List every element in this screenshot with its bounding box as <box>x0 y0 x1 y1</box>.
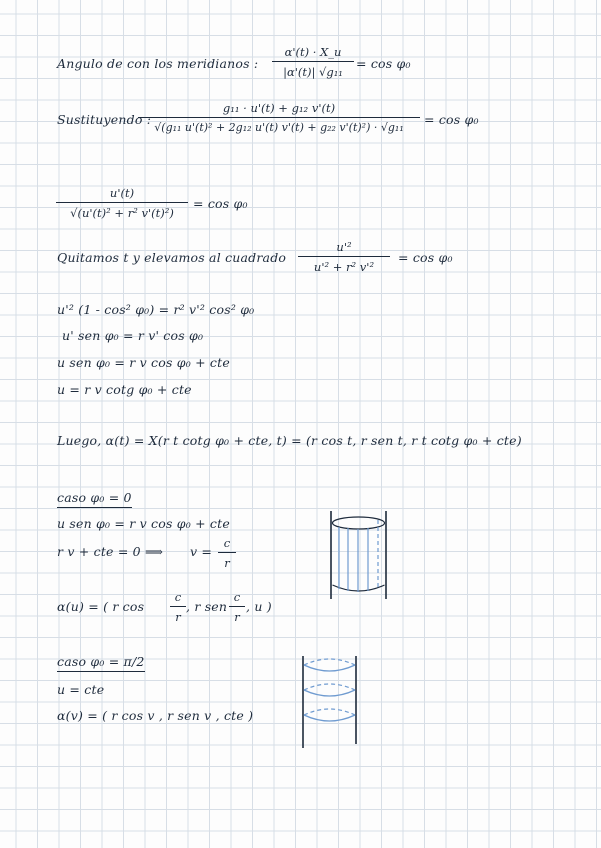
simple-eq-rhs: = cos φ₀ <box>193 196 248 211</box>
subst-eq-fraction <box>138 101 420 134</box>
case1-alpha-fraction-1 <box>170 590 186 624</box>
cylinder-meridians-drawing <box>325 505 395 605</box>
case1-result-numerator: c <box>223 536 231 550</box>
case2-line-2: α(v) = ( r cos v , r sen v , cte ) <box>57 708 254 723</box>
simple-eq-numerator: u'(t) <box>109 186 135 200</box>
step-line-2: u' sen φ₀ = r v' cos φ₀ <box>62 328 204 343</box>
subst-eq-denominator: √(g₁₁ u'(t)² + 2g₁₂ u'(t) v'(t) + g₂₂ v'(t)²) · √g₁₁ <box>154 121 404 134</box>
angle-eq-denominator: |α'(t)| √g₁₁ <box>283 65 343 79</box>
case2-title-text: caso φ₀ = π/2 <box>57 654 145 672</box>
case1-alpha-part-a: α(u) = ( r cos <box>57 599 145 614</box>
subst-eq-numerator: g₁₁ · u'(t) + g₁₂ v'(t) <box>222 101 336 115</box>
square-eq-rhs: = cos φ₀ <box>398 250 453 265</box>
subst-eq-label: Sustituyendo : <box>57 112 152 127</box>
case1-alpha-num-2: c <box>233 590 241 604</box>
case1-line-1: u sen φ₀ = r v cos φ₀ + cte <box>57 516 230 531</box>
cylinder-parallels-drawing <box>297 652 367 752</box>
case1-alpha-den-2: r <box>234 610 240 624</box>
case1-alpha-part-b: , r sen <box>186 599 228 614</box>
case2-line-1: u = cte <box>57 682 105 697</box>
subst-eq-rhs: = cos φ₀ <box>424 112 479 127</box>
luego-line: Luego, α(t) = X(r t cotg φ₀ + cte, t) = (r cos t, r sen t, r t cotg φ₀ + cte) <box>57 433 522 448</box>
case1-alpha-fraction-2 <box>229 590 245 624</box>
step-line-1: u'² (1 - cos² φ₀) = r² v'² cos² φ₀ <box>57 302 255 317</box>
simple-eq-fraction <box>56 186 188 220</box>
angle-eq-fraction <box>272 45 354 79</box>
case1-result-denominator: r <box>224 556 230 570</box>
step-line-3: u sen φ₀ = r v cos φ₀ + cte <box>57 355 230 370</box>
step-line-4: u = r v cotg φ₀ + cte <box>57 382 192 397</box>
case1-alpha-den-1: r <box>175 610 181 624</box>
case2-title <box>57 654 145 669</box>
case1-title-text: caso φ₀ = 0 <box>57 490 132 508</box>
square-eq-fraction <box>298 240 390 274</box>
angle-eq-label: Angulo de con los meridianos : <box>57 56 259 71</box>
angle-eq-numerator: α'(t) · X_u <box>284 45 342 59</box>
case1-alpha-num-1: c <box>174 590 182 604</box>
square-eq-label: Quitamos t y elevamos al cuadrado <box>57 250 287 265</box>
square-eq-numerator: u'² <box>336 240 352 254</box>
simple-eq-denominator: √(u'(t)² + r² v'(t)²) <box>70 206 174 220</box>
angle-eq-rhs: = cos φ₀ <box>356 56 411 71</box>
case1-title <box>57 490 132 505</box>
case1-alpha-part-c: , u ) <box>246 599 272 614</box>
case1-result-lhs: v = <box>190 544 213 559</box>
case1-line-2: r v + cte = 0 ⟹ <box>57 544 164 559</box>
square-eq-denominator: u'² + r² v'² <box>313 260 375 274</box>
case1-result-fraction <box>218 536 236 570</box>
